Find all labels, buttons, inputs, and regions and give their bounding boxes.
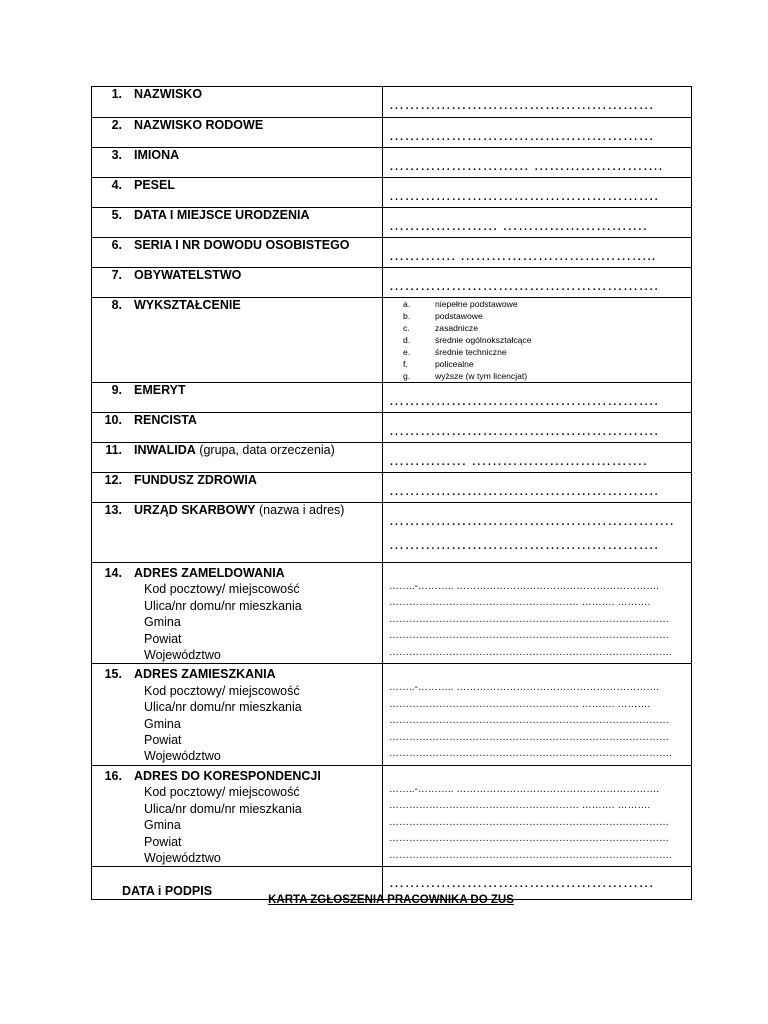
employee-form-table: [91, 86, 692, 900]
input-powiat[interactable]: …………………………………………………………………………: [389, 833, 669, 845]
section-title: ADRES DO KORESPONDENCJI: [134, 768, 321, 783]
row-number: 9.: [111, 383, 122, 397]
input-obywatelstwo[interactable]: [383, 268, 692, 298]
field-label-dowod: SERIA I NR DOWODU OSOBISTEGO: [134, 238, 350, 252]
row-adres-korespondencji: [92, 765, 692, 866]
education-option[interactable]: f. policealne: [403, 359, 474, 369]
education-list: [383, 298, 691, 382]
input-wojewodztwo[interactable]: ………………………………………………………………………….: [389, 849, 672, 861]
education-option[interactable]: g. wyższe (w tym licencjat): [403, 371, 528, 381]
address-label-postal: Kod pocztowy/ miejscowość: [144, 582, 300, 597]
address-label-wojewodztwo: Województwo: [144, 648, 221, 663]
input-powiat[interactable]: …………………………………………………………………………: [389, 630, 669, 642]
row-number: 4.: [111, 178, 122, 192]
dotted-line: ………………… ……………………….: [389, 218, 648, 234]
address-label-wojewodztwo: Województwo: [144, 850, 221, 865]
dotted-line: ……………………………………………: [389, 128, 655, 144]
education-option[interactable]: d. średnie ogólnokształcące: [403, 335, 532, 345]
education-option[interactable]: e. średnie techniczne: [403, 347, 507, 357]
dotted-line: …………………………………………….: [389, 188, 659, 204]
dotted-line: ……………………… …………………….: [389, 158, 663, 174]
input-fundusz[interactable]: [383, 473, 692, 503]
row-emeryt: [92, 383, 692, 413]
field-label-wyksztalcenie: WYKSZTAŁCENIE: [134, 298, 241, 312]
row-adres-zamieszkania: [92, 664, 692, 765]
dotted-line: …………… …………………………….: [389, 453, 648, 469]
dotted-line: …………………………………………….: [389, 537, 659, 553]
row-number: 8.: [111, 298, 122, 312]
input-dowod[interactable]: [383, 238, 692, 268]
input-imiona[interactable]: [383, 148, 692, 178]
address-label-powiat: Powiat: [144, 631, 182, 646]
input-postal[interactable]: ……..-……….. …………………………………………………….: [389, 581, 659, 592]
address-label-gmina: Gmina: [144, 716, 181, 731]
section-title: ADRES ZAMELDOWANIA: [134, 566, 285, 580]
row-urzad-skarbowy: [92, 503, 692, 563]
row-obywatelstwo: [92, 268, 692, 298]
row-data-miejsce-urodzenia: [92, 208, 692, 238]
address-label-postal: Kod pocztowy/ miejscowość: [144, 785, 300, 800]
row-dowod: [92, 238, 692, 268]
dotted-line: …………………………………………….: [389, 423, 659, 439]
row-adres-zameldowania: [92, 563, 692, 664]
education-option[interactable]: b. podstawowe: [403, 311, 483, 321]
row-number: 3.: [111, 148, 122, 162]
address-label-street: Ulica/nr domu/nr mieszkania: [144, 598, 302, 613]
field-label-pesel: PESEL: [134, 178, 175, 192]
row-number: 1.: [111, 87, 122, 101]
address-label-street: Ulica/nr domu/nr mieszkania: [144, 700, 302, 715]
input-street[interactable]: ………………………………………………… ………. ……….: [389, 800, 651, 812]
dotted-line: …………. ………………………………..: [389, 248, 656, 264]
dotted-line: ……………………………………………….: [389, 513, 675, 529]
education-option[interactable]: a. niepełne podstawowe: [403, 299, 518, 309]
input-street[interactable]: ………………………………………………… ………. ……….: [389, 597, 651, 609]
row-nazwisko-rodowe: [92, 118, 692, 148]
field-label-data-urodzenia: DATA I MIEJSCE URODZENIA: [134, 208, 310, 222]
address-label-wojewodztwo: Województwo: [144, 749, 221, 764]
address-inputs: [383, 765, 692, 866]
row-number: 10.: [104, 413, 122, 427]
address-label-street: Ulica/nr domu/nr mieszkania: [144, 801, 302, 816]
row-number: 12.: [104, 473, 122, 487]
input-street[interactable]: ………………………………………………… ………. ……….: [389, 698, 651, 710]
input-emeryt[interactable]: [383, 383, 692, 413]
field-label-fundusz: FUNDUSZ ZDROWIA: [134, 473, 257, 487]
row-wyksztalcenie: [92, 298, 692, 383]
input-inwalida[interactable]: [383, 443, 692, 473]
field-label-urzad: URZĄD SKARBOWY: [134, 503, 256, 517]
field-label-obywatelstwo: OBYWATELSTWO: [134, 268, 242, 282]
input-gmina[interactable]: …………………………………………………………………………: [389, 613, 669, 625]
input-urzad[interactable]: [383, 503, 692, 563]
row-nazwisko: [92, 87, 692, 118]
dotted-line: ……………………………………………: [389, 97, 655, 113]
address-label-powiat: Powiat: [144, 834, 182, 849]
address-label-postal: Kod pocztowy/ miejscowość: [144, 683, 300, 698]
row-pesel: [92, 178, 692, 208]
row-number: 16.: [104, 768, 122, 783]
address-label-gmina: Gmina: [144, 615, 181, 630]
document-title: KARTA ZGŁOSZENIA PRACOWNIKA DO ZUS: [268, 894, 514, 906]
row-number: 15.: [104, 667, 122, 682]
input-wojewodztwo[interactable]: ………………………………………………………………………….: [389, 646, 672, 658]
input-nazwisko[interactable]: [383, 87, 692, 118]
field-label-nazwisko-rodowe: NAZWISKO RODOWE: [134, 118, 264, 132]
input-powiat[interactable]: …………………………………………………………………………: [389, 731, 669, 743]
input-wojewodztwo[interactable]: ………………………………………………………………………….: [389, 748, 672, 760]
row-number: 11.: [105, 443, 122, 457]
field-label-inwalida: INWALIDA: [134, 443, 196, 457]
address-inputs: [383, 563, 692, 664]
input-postal[interactable]: ……..-……….. …………………………………………………….: [389, 682, 659, 694]
field-note-inwalida: (grupa, data orzeczenia): [199, 443, 335, 457]
education-options: [383, 298, 692, 383]
input-nazwisko-rodowe[interactable]: [383, 118, 692, 148]
row-imiona: [92, 148, 692, 178]
row-number: 5.: [111, 208, 122, 222]
address-label-gmina: Gmina: [144, 818, 181, 833]
input-postal[interactable]: ……..-……….. …………………………………………………….: [389, 783, 659, 795]
dotted-line: ……………………………………………: [389, 875, 655, 892]
input-pesel[interactable]: [383, 178, 692, 208]
dotted-line: …………………………………………….: [389, 278, 659, 294]
field-label-rencista: RENCISTA: [134, 413, 197, 427]
address-inputs: [383, 664, 692, 765]
section-title: ADRES ZAMIESZKANIA: [134, 667, 276, 682]
row-rencista: [92, 413, 692, 443]
field-label-emeryt: EMERYT: [134, 383, 186, 397]
row-number: 7.: [111, 268, 122, 282]
address-label-powiat: Powiat: [144, 733, 182, 748]
education-option[interactable]: c. zasadnicze: [403, 323, 478, 333]
row-number: 14.: [104, 566, 122, 580]
row-number: 13.: [104, 503, 122, 517]
input-rencista[interactable]: [383, 413, 692, 443]
input-gmina[interactable]: …………………………………………………………………………: [389, 816, 669, 828]
signature-label: DATA i PODPIS: [122, 884, 213, 899]
row-number: 2.: [111, 118, 122, 132]
field-label-imiona: IMIONA: [134, 148, 180, 162]
input-gmina[interactable]: …………………………………………………………………………: [389, 715, 669, 727]
row-number: 6.: [111, 238, 122, 252]
input-data-urodzenia[interactable]: [383, 208, 692, 238]
row-inwalida: [92, 443, 692, 473]
dotted-line: …………………………………………….: [389, 393, 659, 409]
field-label-nazwisko: NAZWISKO: [134, 87, 203, 101]
row-fundusz-zdrowia: [92, 473, 692, 503]
dotted-line: …………………………………………….: [389, 483, 659, 499]
field-note-urzad: (nazwa i adres): [259, 503, 345, 517]
